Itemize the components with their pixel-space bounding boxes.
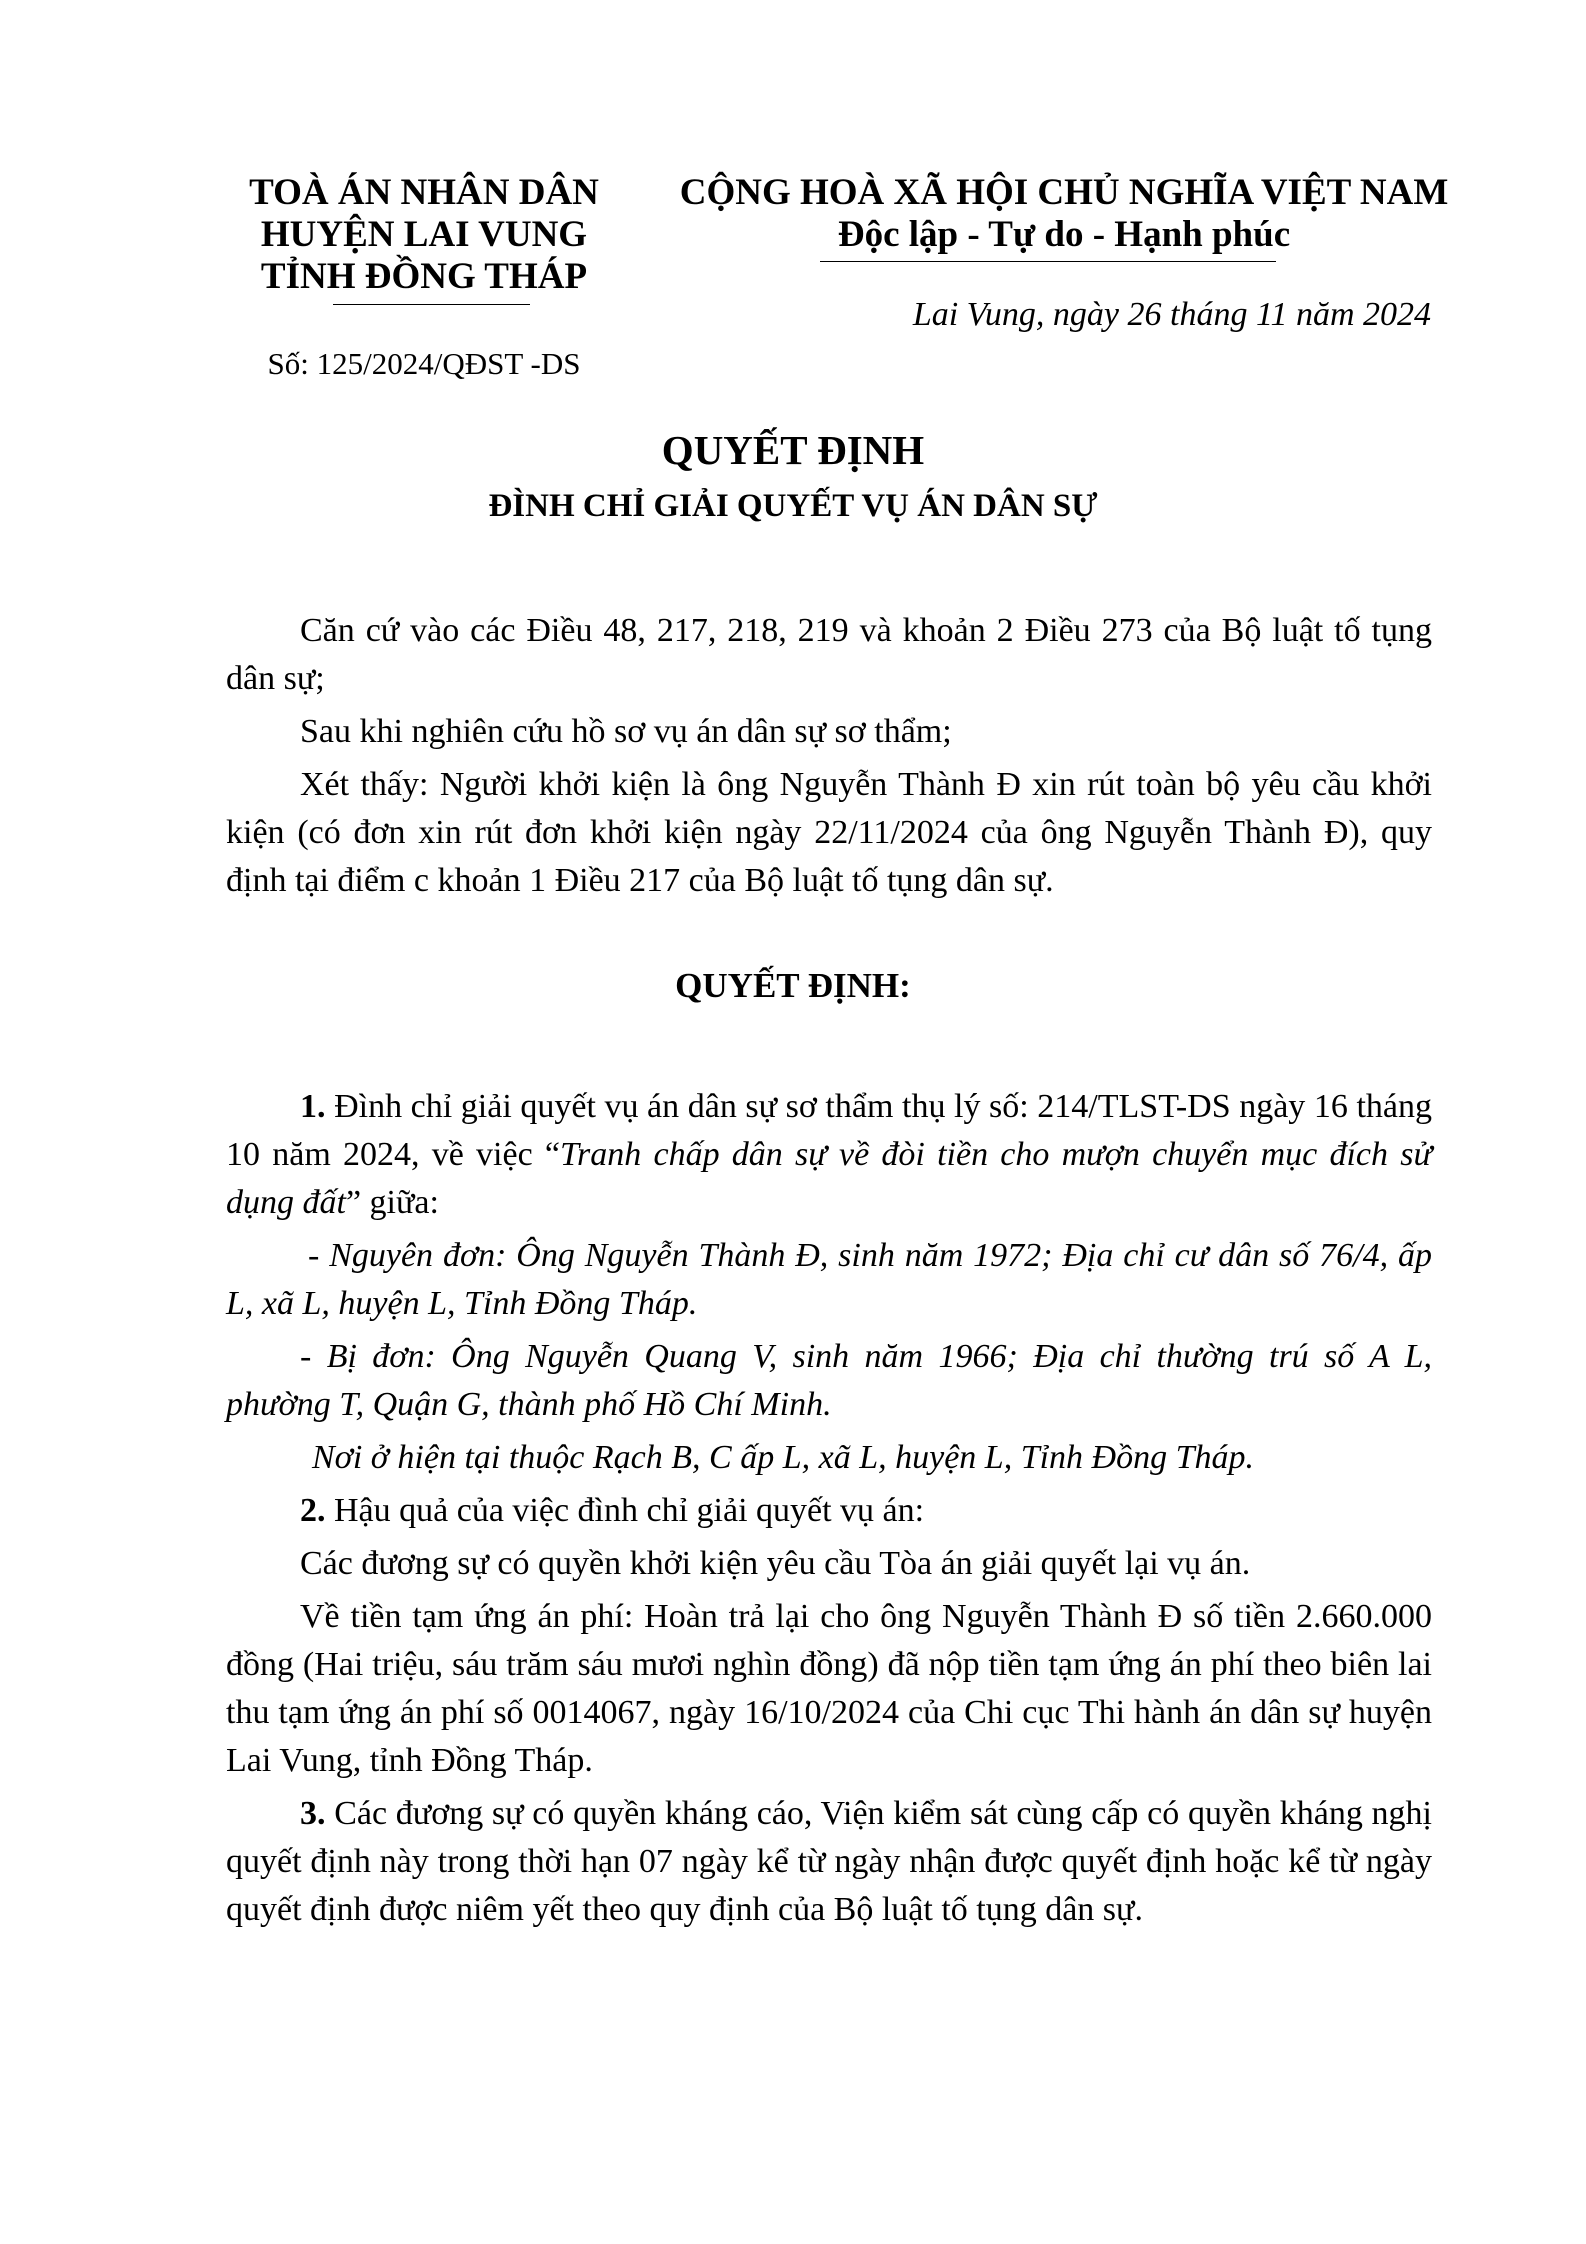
item-1-case-name: Tranh chấp dân sự về đòi tiền cho mượn chuyển mục đích sử dụng đất — [226, 1136, 1432, 1221]
item-2-fee-refund: Về tiền tạm ứng án phí: Hoàn trả lại cho ông Nguyễn Thành Đ số tiền 2.660.000 đồng (Hai triệu, sáu trăm sáu mươi nghìn đồng) đã nộp tiền tạm ứng án phí theo biên lai thu tạm ứng án phí số 0014067, ngày 16/10/2024 của Chi cục Thi hành án dân sự huyện Lai Vung, tỉnh Đồng Tháp. — [226, 1598, 1432, 1779]
preamble-legal-basis: Căn cứ vào các Điều 48, 217, 218, 219 và khoản 2 Điều 273 của Bộ luật tố tụng dân sự; — [226, 612, 1432, 697]
court-name — [244, 172, 604, 298]
item-1-text-b: ” giữa: — [345, 1184, 439, 1221]
item-1-number: 1. — [300, 1088, 326, 1125]
nation-motto: Độc lập - Tự do - Hạnh phúc — [837, 214, 1291, 255]
item-1-text-a: Đình chỉ giải quyết vụ án dân sự sơ thẩm thụ lý số: 214/TLST-DS ngày 16 tháng 10 năm 2024, về việc “ — [226, 1088, 1433, 1173]
preamble-finding: Xét thấy: Người khởi kiện là ông Nguyễn Thành Đ xin rút toàn bộ yêu cầu khởi kiện (có đơn xin rút đơn khởi kiện ngày 22/11/2024 của ông Nguyễn Thành Đ), quy định tại điểm c khoản 1 Điều 217 của Bộ luật tố tụng dân sự. — [226, 766, 1432, 899]
national-heading — [666, 172, 1462, 256]
nation-name: CỘNG HOÀ XÃ HỘI CHỦ NGHĨA VIỆT NAM — [679, 172, 1449, 213]
motto-underline — [820, 261, 1276, 262]
item-2-rights: Các đương sự có quyền khởi kiện yêu cầu Tòa án giải quyết lại vụ án. — [300, 1545, 1251, 1582]
court-line-2: HUYỆN LAI VUNG — [260, 214, 588, 255]
plaintiff: - Nguyên đơn: Ông Nguyễn Thành Đ, sinh năm 1972; Địa chỉ cư dân số 76/4, ấp L, xã L, huyện L, Tỉnh Đồng Tháp. — [226, 1237, 1432, 1322]
court-line-3: TỈNH ĐỒNG THÁP — [260, 256, 588, 297]
decision-heading: QUYẾT ĐỊNH: — [675, 966, 911, 1005]
item-1 — [226, 1083, 1432, 1227]
document-subtitle: ĐÌNH CHỈ GIẢI QUYẾT VỤ ÁN DÂN SỰ — [488, 488, 1098, 524]
preamble — [226, 607, 1432, 905]
document-title: QUYẾT ĐỊNH — [661, 427, 925, 473]
item-3-number: 3. — [300, 1795, 326, 1832]
preamble-review: Sau khi nghiên cứu hồ sơ vụ án dân sự sơ thẩm; — [300, 713, 952, 750]
place-date: Lai Vung, ngày 26 tháng 11 năm 2024 — [912, 296, 1431, 333]
item-2 — [226, 1487, 1432, 1535]
item-3 — [226, 1790, 1432, 1934]
court-underline — [333, 304, 530, 305]
item-2-text: Hậu quả của việc đình chỉ giải quyết vụ án: — [334, 1492, 925, 1529]
defendant: - Bị đơn: Ông Nguyễn Quang V, sinh năm 1966; Địa chỉ thường trú số A L, phường T, Quận G, thành phố Hồ Chí Minh. — [226, 1338, 1432, 1423]
defendant-residence: Nơi ở hiện tại thuộc Rạch B, C ấp L, xã L, huyện L, Tỉnh Đồng Tháp. — [312, 1439, 1255, 1476]
item-3-text: Các đương sự có quyền kháng cáo, Viện kiểm sát cùng cấp có quyền kháng nghị quyết định này trong thời hạn 07 ngày kể từ ngày nhận được quyết định hoặc kể từ ngày quyết định được niêm yết theo quy định của Bộ luật tố tụng dân sự. — [226, 1795, 1432, 1928]
item-2-number: 2. — [300, 1492, 326, 1529]
court-line-1: TOÀ ÁN NHÂN DÂN — [249, 172, 599, 213]
document-number: Số: 125/2024/QĐST -DS — [267, 346, 581, 381]
decision-body — [226, 1083, 1432, 1934]
